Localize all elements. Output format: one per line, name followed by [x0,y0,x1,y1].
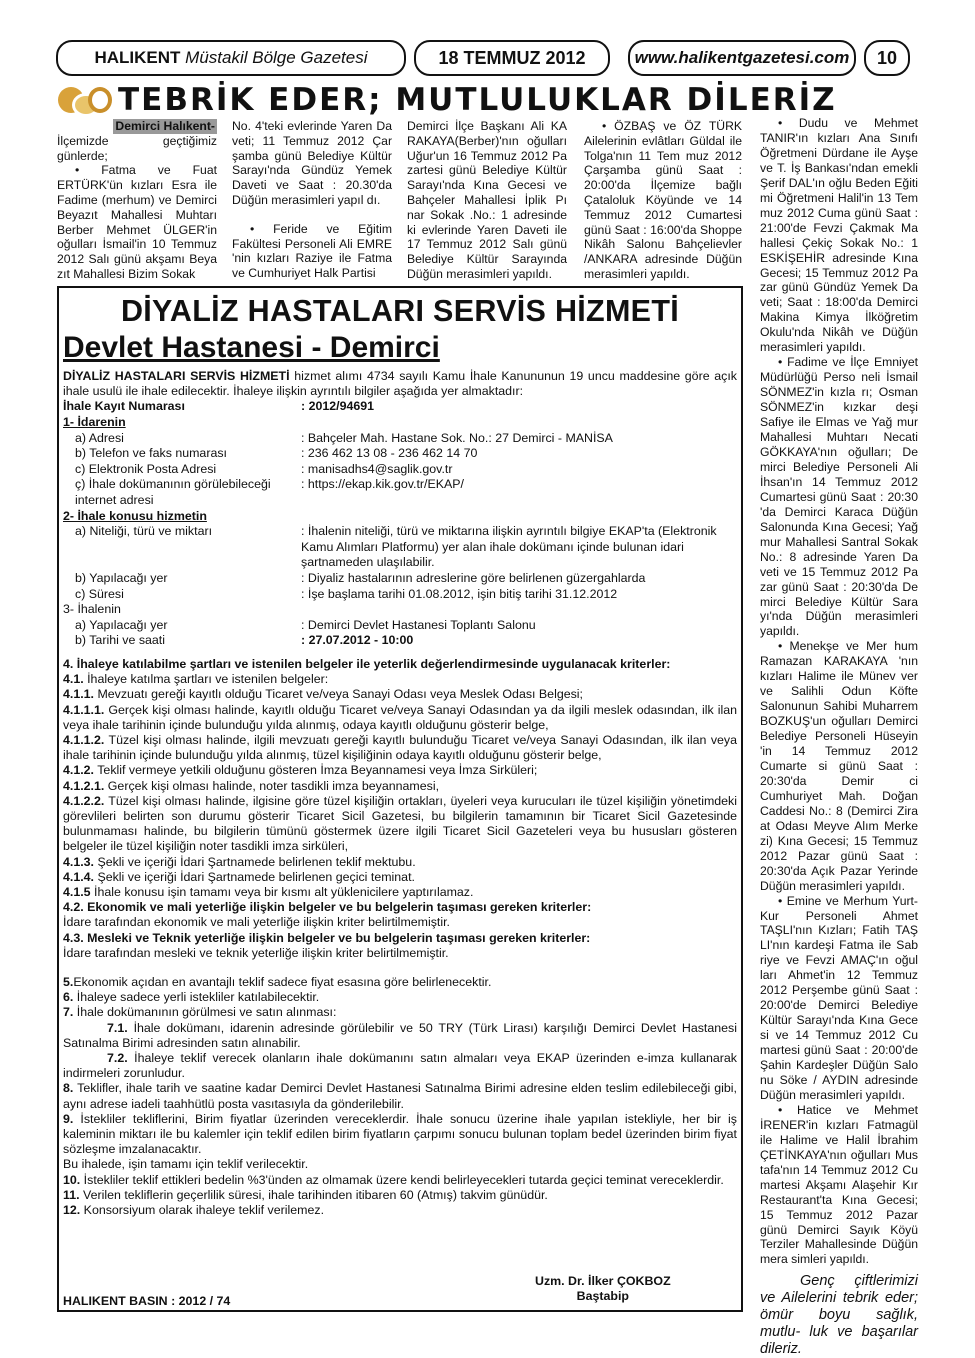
condition-number: 4.1.3. [63,854,95,869]
detail-row [63,477,737,508]
condition-paragraph [63,703,737,733]
notice-title: DİYALİZ HASTALARI SERVİS HİZMETİ [120,294,680,328]
column-5-para-5: • Hatice ve Mehmet İRENER'in kızları Fatmagül ile Halime ve Halil İbrahim ÇETİNKAYA'nın oğulları Mus tafa'nın 14 Temmuz 2012 Cu martesi Akşamı Alaşehir Kır Restaurant'ta Kına Gecesi; 15 Temmuz 2012 Pazar günü Demirci Sayık Köyü Terziler Mahallesinde Düğün mera simleri yapıldı. [760,1102,918,1267]
column-5-para-2: • Fadime ve İlçe Emniyet Müdürlüğü Perso neli İsmail SÖNMEZ'in kızla rı; Osman SÖNMEZ'in kızkar deşi Safiye ile Elmas ve Yağ mur Mahallesi Muhtarı Necati GÖKKAYA'nın oğulları; De mirci Belediye Personeli Ali İhsan'ın 14 Temmuz 2012 Cumartesi günü Saat : 20:30 'da Demirci Karaca Düğün Salonunda Kına Gecesi; Yağ mur Mahallesi Santral Sokak No.: 8 adresinde Yaren Da veti ve 15 Temmuz 2012 Pa zar günü Saat : 20:30'da De mirci Belediye Kültür Sara yı'nda Düğün merasimleri yapıldı. [760,355,918,639]
condition-paragraph [63,900,737,915]
detail-label: 1- İdarenin [63,415,126,429]
detail-label: İhale Kayıt Numarası [63,399,185,414]
condition-text: Verilen tekliflerin geçerlilik süresi, ihale tarihinden itibaren 60 (Atmış) takvim günüdür. [79,1187,548,1202]
condition-paragraph [63,1203,737,1218]
intro-rest: hizmet alımı 4734 sayılı Kamu İhale Kanununun 19 uncu maddesine göre açık ihale usulü ile ihale edilecektir. İhaleye ilişkin ayrıntılı bilgiler aşağıda yer almaktadır: [63,369,737,399]
column-1 [57,119,217,282]
detail-row [63,431,737,447]
condition-paragraph [63,687,737,702]
condition-number: 7.2. [107,1050,128,1065]
detail-label: c) Süresi [75,586,124,601]
condition-paragraph [63,946,737,961]
condition-paragraph [63,763,737,778]
condition-text: İhaleye sadece yerli istekliler katılabilecektir. [73,990,320,1005]
condition-text: Bu ihalede, işin tamamı için teklif verilecektir. [63,1157,309,1172]
condition-paragraph [63,855,737,870]
column-4-para: • ÖZBAŞ ve ÖZ TÜRK Ailelerinin evlâtları Güldal ile Tolga'nın 11 Tem muz 2012 Çarşamba günü Saat : 20:00'da İlçemize bağlı Çataloluk Köyünde ve 14 Temmuz 2012 Cumartesi günü Saat : 16:00'da Shoppe Nikâh Salonu Bahçelievler /ANKARA adresinde Düğün merasimleri yapıldı. [584,119,742,281]
condition-number: 9. [63,1111,74,1126]
condition-text: Gerçek kişi olması halinde, kayıtlı olduğu Ticaret ve/veya Sanayi Odasından ya da ilgili meslek odasından, ilk ilan veya ihale tarihinin içinde bulunduğu yılda alınmış, odaya kayıtlı olduğunu gösterir belge, [63,702,737,732]
condition-number: 4.1.2.2. [63,793,105,808]
condition-number: 10. [63,1172,81,1187]
condition-text: Teklif vermeye yetkili olduğunu gösteren İmza Beyannamesi veya İmza Sirküleri; [94,763,538,778]
condition-paragraph [63,870,737,885]
notice-subtitle: Devlet Hastanesi - Demirci [63,331,440,364]
condition-text: İhale dokümanı, idarenin adresinde görülebilir ve 50 TRY (Türk Lirası) karşılığı Demirci Devlet Hastanesi Satınalma Birimi adresinden satın alınabilir. [63,1020,737,1050]
condition-text: Ekonomik açıdan en avantajlı teklif sadece fiyat esasına göre belirlenecektir. [73,974,492,989]
condition-number: 4.1.1.1. [63,702,105,717]
detail-label: b) Telefon ve faks numarası [75,446,227,461]
condition-number: 4.1.1.2. [63,732,105,747]
condition-paragraph [63,794,737,855]
condition-paragraph [63,915,737,930]
condition-number: 4.1.5 [63,884,91,899]
condition-text: İstekliler tekliflerini, Birim fiyatlar üzerinden vereceklerdir. İhale sonucu üzerine ihale yapılan istekliyle, her bir iş kaleminin miktarı ile bu kalemler için teklif edilen birim fiyatların çarpımı sonucu bulunan toplam bedel üzerinden birim fiyat sözleşme imzalanacaktır. [63,1111,737,1157]
detail-value: : 236 462 13 08 - 236 462 14 70 [301,446,478,461]
detail-value [301,602,737,618]
detail-label: a) Adresi [75,430,124,445]
detail-row [63,602,737,618]
condition-text: Şekli ve içeriği İdari Şartnamede belirlenen teklif mektubu. [94,854,416,869]
detail-row [63,524,737,571]
column-5-para-3: • Menekşe ve Mer hum Ramazan KARAKAYA 'nın kızları Halime ile Münev ver ve Salihli Odun Köfte Salonunun Sahibi Muharrem BOZKUŞ'un oğulları Demirci Belediye Personeli Hüseyin 'in 14 Temmuz 2012 Cumarte si günü Saat : 20:30'da Demir ci Cumhuriyet Mah. Doğan Caddesi No.: 8 (Demirci Zira at Odası Meyve Alım Merke zi) Kına Gecesi; 15 Temmuz 2012 Pazar günü Saat : 20:30'da Açık Pazar Yerinde Düğün merasimleri yapıldı. [760,639,918,893]
condition-number: 4.1.1. [63,687,95,702]
condition-text: İstekliler teklif ettikleri bedelin %3'ünden az olmamak üzere kendi belirleyecekleri tutarda geçici teminat vereceklerdir. [80,1172,724,1187]
detail-label: 2- İhale konusu hizmetin [63,508,207,523]
condition-text: Teklifler, ihale tarih ve saatine kadar Demirci Devlet Hastanesi Satınalma Birimi adresine elden teslim edilebileceği gibi, aynı adrese iadeli taahhütlü posta vasıtasıyla da gönderilebilir. [63,1081,737,1111]
column-5-para-4: • Emine ve Merhum Yurt-Kur Personeli Ahmet TAŞLI'nın Kızları; Fatih TAŞ LI'nın kardeşi Fatma ile Sab riye ve Fevzi AMAÇ'ın oğul ları Ahmet'in 12 Temmuz 2012 Perşembe günü Saat : 20:00'de Demirci Belediye Kültür Sarayı'nda Kına Gece si ve 14 Temmuz 2012 Cu martesi günü Saat : 20:00'de Şahin Kardeşler Düğün Salo nu Söke / AYDIN adresinde Düğün merasimleri yapıldı. [760,893,918,1102]
condition-number: 4.1.4. [63,869,95,884]
detail-row [63,587,737,603]
detail-value: : İşe başlama tarihi 01.08.2012, işin bitiş tarihi 31.12.2012 [301,586,618,601]
condition-number: 4.1.2. [63,763,95,778]
condition-text: Tüzel kişi olması halinde, ilgili mevzuatı gereği kayıtlı bulunduğu Ticaret ve/veya Sanayi Odasından, ilk ilan veya ihale tarihinin içinde bulunduğu yılda alınmış, tüzel kişiliğinin odaya kayıtlı olduğunu gösterir belge, [63,732,737,763]
condition-text: İhale konusu işin tamamı veya bir kısmı alt yüklenicilere yaptırılamaz. [90,884,474,899]
condition-number: 6. [63,990,74,1005]
column-4 [584,119,742,282]
paper-name-bold: HALIKENT [94,48,181,67]
detail-value: : Demirci Devlet Hastanesi Toplantı Salonu [301,617,536,632]
detail-value [301,509,737,525]
congrats-banner [58,82,918,118]
detail-label: a) Niteliği, türü ve miktarı [75,524,213,539]
detail-row [63,399,737,415]
issue-date: 18 TEMMUZ 2012 [414,40,610,76]
condition-paragraph [63,1173,737,1188]
column-1-intro: İlçemizde geçtiğimiz günlerde; [57,133,217,163]
condition-paragraph [63,733,737,763]
detail-row [63,618,737,634]
signature-block [535,1274,671,1304]
condition-text: Konsorsiyum olarak ihaleye teklif verilemez. [80,1203,325,1218]
detail-value: : İhalenin niteliği, türü ve miktarına ilişkin ayrıntılı bilgiye EKAP'ta (Elektronik Kamu Alımları Platformu) yer alan ihale dokümanı içinde bulunan idari şartnameden ulaşılabilir. [301,524,717,570]
tender-rules [63,975,737,1218]
detail-label: b) Tarihi ve saati [75,633,165,648]
detail-row [63,633,737,649]
condition-paragraph [63,1112,737,1158]
condition-number: 4.3. Mesleki ve Teknik yeterliğe ilişkin belgeler ve bu belgelerin taşıması gereken kriterler: [63,930,591,945]
detail-value: : https://ekap.kik.gov.tr/EKAP/ [301,477,464,492]
condition-text: İdare tarafından ekonomik ve mali yeterliğe ilişkin kriter belirtilmemiştir. [63,915,451,930]
tender-notice [57,286,743,1312]
detail-value: : 27.07.2012 - 10:00 [301,633,414,648]
condition-paragraph [63,1157,737,1172]
condition-paragraph [63,1021,737,1051]
condition-number: 4.1.2.1. [63,778,105,793]
detail-row [63,571,737,587]
detail-value: : manisadhs4@saglik.gov.tr [301,461,453,476]
closing-wish: Genç çiftlerimizi ve Ailelerini tebrik eder; ömür boyu sağlık, mutlu- luk ve başarılar dileriz. [760,1273,918,1358]
condition-paragraph [63,779,737,794]
detail-label: c) Elektronik Posta Adresi [75,461,217,476]
condition-text: Şekli ve içeriği İdari Şartnamede belirlenen geçici teminat. [94,869,415,884]
condition-number: 4. İhaleye katılabilme şartları ve istenilen belgeler ile yeterlik değerlendirmesinde uygulanacak kriterler: [63,656,671,671]
detail-row [63,446,737,462]
condition-paragraph [63,1005,737,1020]
tender-conditions [63,657,737,961]
condition-number: 7. [63,1005,74,1020]
column-1-para: • Fatma ve Fuat ERTÜRK'ün kızları Esra ile Fadime (merhum) ve Demirci Beyazıt Mahallesi Muhtarı Berber Mehmet ÜLGER'in oğulları İsmail'in 10 Temmuz 2012 Salı günü akşamı Beya zıt Mahallesi Bizim Sokak [57,163,217,281]
banner-title: TEBRİK EDER; MUTLULUKLAR DİLERİZ [118,82,837,118]
condition-text: Tüzel kişi olması halinde, ilgisine göre tüzel kişiliğin ortakları, üyeleri veya kurucuları ile tüzel kişiliğin yönetimdeki görevlileri belirten son durumu gösterir Ticaret Sicil Gazetesi, bu bilgilerin tamamının bir Ticaret Sicil Gazetesinde bulunmaması halinde, bu bilgilerin tümünü göstermek üzere ilgili Ticaret Sicil Gazeteleri veya bu hususları gösteren belgeler ile tüzel kişiliğin noter tasdikli imza sirküleri, [63,793,737,854]
condition-number: 4.1. [63,672,84,687]
condition-number: 11. [63,1187,80,1202]
column-5 [760,116,918,1358]
column-2-para-1: No. 4'teki evlerinde Yaren Da veti; 11 Temmuz 2012 Çar şamba günü Belediye Kültür Sarayı'nda Gündüz Yemek Daveti ve Saat : 20.30'da Düğün merasimleri yapıl dı. [232,119,392,207]
condition-paragraph [63,990,737,1005]
condition-text: Gerçek kişi olması halinde, noter tasdikli imza beyannamesi, [104,778,440,793]
signer-title: Baştabip [576,1289,629,1303]
page-number: 10 [864,40,910,76]
condition-paragraph [63,672,737,687]
condition-paragraph [63,1188,737,1203]
condition-paragraph [63,975,737,990]
detail-label: a) Yapılacağı yer [75,617,168,632]
detail-row [63,462,737,478]
tender-details [63,399,737,649]
condition-number: 12. [63,1203,81,1218]
condition-paragraph [63,885,737,900]
condition-paragraph [63,657,737,672]
detail-value: : Diyaliz hastalarının adreslerine göre belirlenen güzergahlarda [301,570,646,585]
section-tag: Demirci Halıkent- [115,119,215,133]
signer-name: Uzm. Dr. İlker ÇOKBOZ [535,1274,671,1288]
detail-row [63,415,737,431]
condition-text: Mevzuatı gereği kayıtlı olduğu Ticaret ve/veya Sanayi Odası veya Meslek Odası Belgesi; [94,687,583,702]
condition-number: 5. [63,974,74,989]
website-link[interactable]: www.halikentgazetesi.com [628,40,856,76]
column-3 [407,119,567,282]
detail-label: b) Yapılacağı yer [75,570,168,585]
detail-value: : Bahçeler Mah. Hastane Sok. No.: 27 Demirci - MANİSA [301,430,613,445]
detail-row [63,509,737,525]
notice-intro [63,369,737,399]
condition-number: 8. [63,1081,74,1096]
condition-paragraph [63,1051,737,1081]
paper-name-rest: Müstakil Bölge Gazetesi [185,48,368,67]
condition-text: İhaleye teklif verecek olanların ihale dokümanını satın almaları veya EKAP üzerinden e-imza kullanarak indirmeleri zorunludur. [63,1050,737,1081]
column-2-para-2: • Feride ve Eğitim Fakültesi Personeli Ali EMRE 'nin kızları Raziye ile Fatma ve Cumhuriyet Halk Partisi [232,221,392,281]
condition-text: İhaleye katılma şartları ve istenilen belgeler: [83,672,329,687]
condition-text: İdare tarafından mesleki ve teknik yeterliğe ilişkin kriter belirtilmemiştir. [63,945,449,960]
paper-name-box [56,40,406,76]
rings-icon [58,85,114,115]
condition-number: 7.1. [107,1020,128,1035]
column-3-para: Demirci İlçe Başkanı Ali KA RAKAYA(Berber)'nın oğulları Uğur'un 16 Temmuz 2012 Pa zartesi günü Belediye Kültür Sarayı'nda Kına Gecesi ve Bahçeler Mahallesi İplik Pı nar Sokak .No.: 1 adresinde ki evlerinde Yaren Daveti ile 17 Temmuz 2012 Salı günü Belediye Kültür Sarayında Düğün merasimleri yapıldı. [407,119,567,281]
column-5-para-1: • Dudu ve Mehmet TANIR'ın kızları Ana Sınıfı Öğretmeni Dürdane ile Ayşe ve T. İş Bankası'ndan emekli Şerif DAL'ın oğlu Beden Eğiti mi Öğretmeni Halil'in 13 Tem muz 2012 Cuma günü Saat : 21:00'de Fevzi Çakmak Ma hallesi Çekiç Sokak No.: 1 ESKİŞEHİR adresinde Kına Gecesi; 15 Temmuz 2012 Pa zar günü Gündüz Yemek Da veti; Saat : 18:00'da Demirci Makina Kimya İlköğretim Okulu'nda Nikâh ve Düğün merasimleri yapıldı. [760,116,918,355]
column-2 [232,119,392,281]
condition-paragraph [63,1081,737,1111]
detail-label: 3- İhalenin [63,602,121,617]
detail-value: : 2012/94691 [301,399,375,414]
condition-text: İhale dokümanının görülmesi ve satın alınması: [73,1005,337,1020]
press-code: HALIKENT BASIN : 2012 / 74 [63,1294,231,1308]
intro-bold: DİYALİZ HASTALARI SERVİS HİZMETİ [63,369,290,383]
detail-value [301,415,737,431]
condition-number: 4.2. Ekonomik ve mali yeterliğe ilişkin belgeler ve bu belgelerin taşıması gereken kriterler: [63,900,592,915]
condition-paragraph [63,931,737,946]
detail-label: ç) İhale dokümanının görülebileceği internet adresi [75,477,271,507]
